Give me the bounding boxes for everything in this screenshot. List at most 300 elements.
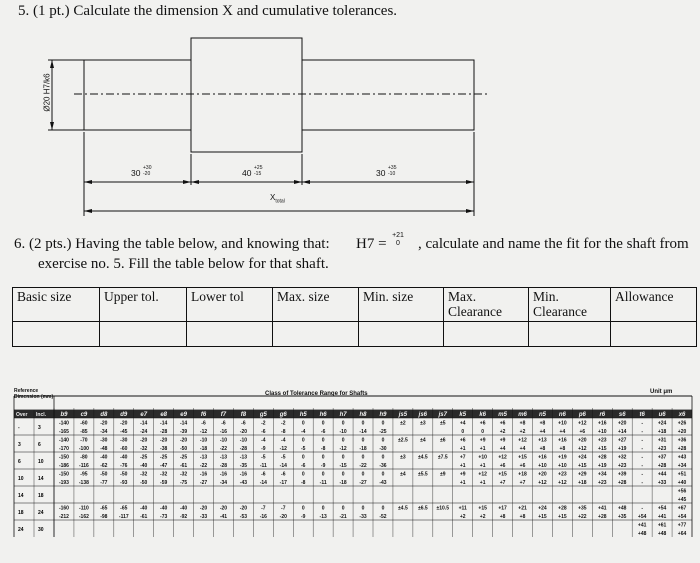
tolerance-cell: +54 (677, 514, 687, 520)
tolerance-cell: -28 (239, 446, 248, 452)
tolerance-cell: +28 (657, 463, 667, 469)
tolerance-cell: +2 (499, 429, 506, 435)
tolerance-cell: +12 (538, 480, 547, 486)
ref-incl: 10 (38, 459, 44, 465)
tolerance-cell: +12 (498, 454, 507, 461)
xtotal-label: $X_{total}$ (270, 193, 285, 205)
tolerance-cell: +54 (657, 505, 667, 512)
tolerance-cell: +39 (617, 471, 627, 478)
cell-min-size[interactable] (359, 321, 444, 346)
tolerance-cell: -9 (320, 463, 326, 469)
cell-max-clearance[interactable] (444, 321, 529, 346)
tolerance-cell: -40 (160, 505, 168, 512)
tolerance-cell: -20 (160, 437, 168, 444)
tolerance-cell: +10 (478, 454, 487, 461)
tolerance-cell: -25 (179, 454, 188, 461)
tolerance-cell: 0 (301, 471, 305, 478)
tolerance-cell: -60 (80, 420, 88, 427)
tolerance-cell: -39 (179, 429, 188, 435)
tolerance-cell: ±5.5 (417, 471, 428, 478)
tolerance-cell: -33 (199, 514, 208, 520)
tolerance-cell: +4 (459, 420, 466, 427)
ref-over: 3 (18, 442, 21, 448)
class-header-e9: e9 (180, 412, 187, 418)
tolerance-cell: -6 (221, 420, 226, 427)
tolerance-cell: +28 (677, 446, 687, 452)
tolerance-cell: ±2.5 (398, 437, 408, 444)
tolerance-cell: -10 (339, 429, 347, 435)
class-header-e8: e8 (160, 412, 167, 418)
class-header-e7: e7 (140, 412, 148, 418)
tolerance-cell: +44 (657, 471, 667, 478)
class-header-d8: d8 (100, 412, 108, 418)
tolerance-cell: +19 (598, 463, 607, 469)
tolerance-cell: -186 (58, 463, 69, 469)
tolerance-cell: -30 (120, 437, 128, 444)
tolerance-cell: +33 (657, 480, 667, 486)
tolerance-cell: -20 (120, 420, 128, 427)
tolerance-cell: -48 (100, 446, 108, 452)
tolerance-cell: +15 (558, 514, 567, 520)
tolerance-cell: -8 (281, 429, 286, 435)
tolerance-cell: -61 (140, 514, 148, 520)
tolerance-cell: -30 (100, 437, 108, 444)
tolerance-cell: 0 (301, 437, 305, 444)
tolerance-cell: +20 (617, 420, 627, 427)
tolerance-cell: +15 (518, 454, 527, 461)
ref-over: 18 (18, 510, 24, 516)
tolerance-cell: 0 (301, 505, 305, 512)
tolerance-cell: +12 (518, 437, 527, 444)
answer-table-input-row (13, 321, 697, 346)
tolerance-cell: +1 (479, 480, 486, 486)
tolerance-cell: -13 (319, 514, 327, 520)
tolerance-cell: -32 (140, 446, 148, 452)
tolerance-cell: -11 (259, 463, 267, 469)
tolerance-cell: +67 (677, 505, 687, 512)
tolerance-cell: - (641, 505, 643, 512)
tolerance-cell: -8 (320, 446, 326, 452)
cell-lower-tol[interactable] (187, 321, 273, 346)
tolerance-cell: +15 (578, 463, 587, 469)
tolerance-cell: -43 (379, 480, 387, 486)
tolerance-cell: ±4 (400, 471, 406, 478)
tolerance-cell: - (641, 480, 643, 486)
tolerance-cell: +37 (657, 454, 667, 461)
tolerance-cell: -73 (160, 514, 168, 520)
tolerance-cell: -76 (120, 463, 128, 469)
tolerance-cell: -32 (140, 471, 148, 478)
cell-max-size[interactable] (273, 321, 359, 346)
shaft-drawing (0, 0, 700, 230)
tolerance-cell: -95 (80, 471, 88, 478)
tolerance-cell: 0 (321, 420, 325, 427)
tolerance-cell: -35 (239, 463, 248, 469)
tolerance-cell: -38 (160, 446, 168, 452)
tolerance-cell: 0 (321, 437, 325, 444)
dim3-tolerance: +35 -10 (388, 165, 397, 177)
tolerance-cell: -10 (239, 437, 248, 444)
tolerance-cell: ±4 (420, 437, 426, 444)
tolerance-cell: +34 (677, 463, 687, 469)
tolerance-cell: 0 (381, 505, 385, 512)
tolerance-cell: 0 (381, 437, 385, 444)
tolerance-cell: -7 (261, 505, 266, 512)
cell-min-clearance[interactable] (529, 321, 611, 346)
ref-over: 24 (18, 527, 24, 533)
tolerance-cell: +9 (479, 437, 486, 444)
tolerance-cell: ±7.5 (437, 454, 448, 461)
header-max-size: Max. size (273, 288, 359, 322)
ref-over: 6 (18, 459, 21, 465)
tolerance-cell: -16 (259, 514, 267, 520)
class-header-b9: b9 (60, 412, 68, 418)
dim1-tolerance: +30 -20 (143, 165, 152, 177)
tolerance-cell: 0 (341, 420, 345, 427)
tolerance-cell: +61 (657, 522, 667, 529)
tolerance-cell: +8 (539, 420, 546, 427)
tolerance-cell: +20 (677, 429, 687, 435)
tolerance-cell: -6 (281, 471, 286, 478)
dim2-value: 40 (242, 168, 252, 178)
tolerance-cell: -34 (100, 429, 108, 435)
class-header-c9: c9 (80, 412, 88, 418)
tolerance-cell: +6 (479, 420, 486, 427)
tolerance-cell: 0 (381, 471, 385, 478)
class-header-h5: h5 (299, 412, 307, 418)
reference-dimension-header: Reference Dimension (mm) (14, 388, 54, 400)
tolerance-cell: -25 (160, 454, 168, 461)
tolerance-cell: -40 (179, 505, 188, 512)
tolerance-cell: 0 (341, 471, 345, 478)
tolerance-cell: -12 (339, 446, 347, 452)
tolerance-cell: -36 (379, 463, 387, 469)
tolerance-cell: -14 (179, 420, 188, 427)
tolerance-cell: -18 (199, 446, 208, 452)
tolerance-cell: -40 (100, 454, 108, 461)
class-header-n5: n5 (538, 412, 546, 418)
tolerance-cell: -62 (100, 463, 108, 469)
tolerance-cell: -80 (80, 454, 88, 461)
header-min-size: Min. size (359, 288, 444, 322)
tolerance-cell: +6 (499, 420, 506, 427)
tolerance-cell: -117 (118, 514, 129, 520)
class-header-h9: h9 (379, 412, 387, 418)
tolerance-cell: -160 (58, 505, 69, 512)
tolerance-cell: -75 (179, 480, 188, 486)
tolerance-cell: +26 (677, 420, 687, 427)
tolerance-cell: +45 (677, 497, 687, 503)
tolerance-cell: +27 (617, 437, 627, 444)
tolerance-cell: +43 (677, 454, 687, 461)
tolerance-cell: -17 (279, 480, 287, 486)
tolerance-cell: +10 (598, 429, 607, 435)
tolerance-cell: -43 (239, 480, 248, 486)
class-header-u6: u6 (658, 412, 666, 418)
tolerance-cell: 0 (361, 471, 365, 478)
header-max-clearance: Max. Clearance (444, 288, 529, 322)
tolerance-cell: -6 (261, 429, 266, 435)
tolerance-cell: +16 (598, 420, 607, 427)
tolerance-cell: +6 (459, 437, 466, 444)
class-header-k6: k6 (479, 412, 486, 418)
tolerance-cell: +19 (558, 454, 567, 461)
class-header-m6: m6 (518, 412, 527, 418)
tolerance-cell: +10 (558, 463, 567, 469)
tolerance-cell: +13 (538, 437, 547, 444)
tolerance-cell: ±4.5 (417, 454, 428, 461)
class-header-x6: x6 (678, 412, 686, 418)
tolerance-cell: 0 (301, 420, 305, 427)
tolerance-cell: +40 (677, 480, 687, 486)
ref-over: 10 (18, 476, 24, 482)
tolerance-cell: 0 (361, 437, 365, 444)
tolerance-cell: +12 (578, 420, 587, 427)
ref-incl: 6 (38, 442, 41, 448)
tolerance-table-title: Class of Tolerance Range for Shafts (265, 391, 368, 397)
tolerance-cell: -40 (140, 505, 148, 512)
tolerance-cell: -18 (339, 480, 347, 486)
tolerance-cell: +6 (519, 463, 526, 469)
tolerance-cell: +28 (558, 505, 567, 512)
tolerance-cell: -14 (279, 463, 287, 469)
tolerance-cell: -14 (359, 429, 367, 435)
cell-upper-tol[interactable] (100, 321, 187, 346)
tolerance-cell: 0 (361, 454, 365, 461)
tolerance-cell: -6 (300, 463, 306, 469)
tolerance-cell: -28 (160, 429, 168, 435)
class-header-h7: h7 (339, 412, 347, 418)
tolerance-cell: +2 (479, 514, 486, 520)
tolerance-cell: -14 (259, 480, 267, 486)
tolerance-cell: +1 (479, 463, 486, 469)
header-upper-tol: Upper tol. (100, 288, 187, 322)
tolerance-cell: +48 (637, 531, 647, 537)
tolerance-cell: -98 (100, 514, 108, 520)
cell-basic-size[interactable] (13, 321, 100, 346)
tolerance-cell: -50 (140, 480, 148, 486)
tolerance-cell: +8 (559, 446, 566, 452)
shaft-section-middle (191, 38, 302, 152)
ref-incl: 14 (38, 476, 44, 482)
tolerance-cell: -28 (219, 463, 228, 469)
tolerance-cell: -110 (79, 505, 89, 512)
tolerance-cell: 0 (361, 505, 365, 512)
tolerance-cell: ±10.5 (436, 505, 450, 512)
h7-label: H7 = (356, 236, 387, 252)
tolerance-cell: -16 (199, 471, 208, 478)
tolerance-cell: -10 (199, 437, 208, 444)
tolerance-cell: -85 (80, 429, 88, 435)
tolerance-cell: -5 (300, 446, 306, 452)
ref-incl: 30 (38, 527, 44, 533)
tolerance-cell: - (641, 437, 643, 444)
tolerance-cell: +15 (478, 505, 487, 512)
tolerance-cell: +28 (598, 454, 607, 461)
tolerance-cell: +28 (598, 514, 607, 520)
tolerance-cell: -20 (239, 429, 248, 435)
tolerance-table-unit: Unit μm (650, 389, 673, 395)
tolerance-cell: +15 (538, 514, 547, 520)
shaft-section-left (84, 60, 191, 130)
shaft-section-right (302, 60, 474, 130)
tolerance-cell: -100 (78, 446, 89, 452)
tolerance-cell: -32 (160, 471, 168, 478)
tolerance-cell: -33 (359, 514, 367, 520)
question-6-line2: exercise no. 5. Fill the table below for that shaft. (38, 256, 329, 272)
tolerance-cell: -165 (58, 429, 69, 435)
tolerance-cell: - (641, 454, 643, 461)
tolerance-cell: +10 (558, 420, 567, 427)
class-header-js5: js5 (398, 412, 408, 418)
tolerance-cell: -45 (120, 429, 128, 435)
tolerance-cell: +48 (657, 531, 667, 537)
tolerance-cell: 0 (341, 437, 345, 444)
tolerance-cell: -4 (261, 437, 266, 444)
tolerance-cell: -150 (58, 471, 69, 478)
tolerance-cell: +9 (459, 471, 466, 478)
tolerance-cell: -138 (78, 480, 89, 486)
tolerance-cell: -212 (58, 514, 69, 520)
tolerance-cell: +18 (657, 429, 667, 435)
tolerance-cell: -5 (281, 454, 286, 461)
tolerance-cell: -50 (179, 446, 188, 452)
tolerance-cell: -9 (300, 514, 306, 520)
tolerance-cell: +32 (617, 454, 627, 461)
tolerance-cell: -20 (279, 514, 287, 520)
class-header-js7: js7 (438, 412, 447, 418)
tolerance-cell: 0 (381, 420, 385, 427)
ref-subheader: Over (16, 412, 28, 418)
tolerance-cell: -25 (379, 429, 387, 435)
tolerance-cell: - (641, 420, 643, 427)
class-header-n6: n6 (558, 412, 566, 418)
tolerance-cell: -4 (281, 437, 286, 444)
class-header-f7: f7 (220, 412, 227, 418)
tolerance-cell: +4 (559, 429, 566, 435)
tolerance-cell: -24 (140, 429, 148, 435)
tolerance-cell: +54 (637, 514, 647, 520)
tolerance-cell: -34 (219, 480, 228, 486)
tolerance-cell: -50 (100, 471, 108, 478)
class-header-g5: g5 (259, 412, 267, 418)
tolerance-cell: -50 (120, 471, 128, 478)
tolerance-cell: +8 (519, 514, 526, 520)
tolerance-cell: +34 (598, 471, 607, 478)
tolerance-cell: -170 (58, 446, 69, 452)
tolerance-cell: -6 (320, 429, 326, 435)
header-min-clearance: Min. Clearance (529, 288, 611, 322)
tolerance-cell: -65 (120, 505, 128, 512)
tolerance-cell: -20 (239, 505, 248, 512)
tolerance-cell: +4 (539, 429, 546, 435)
question-6-line1-end: , calculate and name the fit for the shaft from (418, 236, 689, 252)
tolerance-cell: +23 (558, 471, 567, 478)
tolerance-cell: -13 (219, 454, 228, 461)
tolerance-cell: 0 (341, 454, 345, 461)
tolerance-cell: +2 (519, 429, 526, 435)
tolerance-cell: -20 (179, 437, 188, 444)
tolerance-cell: -116 (79, 463, 89, 469)
tolerance-cell: -59 (160, 480, 168, 486)
tolerance-cell: -20 (219, 505, 228, 512)
tolerance-cell: -193 (58, 480, 69, 486)
tolerance-cell: -6 (241, 420, 246, 427)
tolerance-cell: -21 (339, 514, 347, 520)
tolerance-cell: +24 (657, 420, 667, 427)
tolerance-cell: +20 (538, 471, 547, 478)
class-header-p6: p6 (578, 412, 586, 418)
tolerance-cell: -140 (58, 437, 69, 444)
class-header-js6: js6 (418, 412, 428, 418)
tolerance-cell: -150 (58, 454, 69, 461)
tolerance-cell: +8 (519, 420, 526, 427)
class-header-f6: f6 (200, 412, 207, 418)
tolerance-cell: -4 (300, 429, 306, 435)
dim1-value: 30 (131, 168, 141, 178)
tolerance-cell: +17 (498, 505, 507, 512)
tolerance-cell: +16 (558, 437, 567, 444)
cell-allowance[interactable] (611, 321, 697, 346)
answer-table-header-row (13, 288, 697, 322)
answer-table (12, 287, 697, 347)
tolerance-cell: +56 (677, 488, 687, 495)
tolerance-cell: 0 (321, 454, 325, 461)
tolerance-cell: +20 (578, 437, 587, 444)
diameter-label: Ø20 H7/k6 (42, 73, 52, 112)
class-header-m5: m5 (498, 412, 507, 418)
tolerance-cell: 0 (381, 454, 385, 461)
class-header-r6: r6 (599, 412, 606, 418)
class-header-t6: t6 (639, 412, 645, 418)
tolerance-cell: -20 (199, 505, 208, 512)
tolerance-cell: -2 (261, 420, 266, 427)
tolerance-cell: -47 (160, 463, 168, 469)
tolerance-cell: +41 (598, 505, 607, 512)
tolerance-cell: -22 (199, 463, 208, 469)
tolerance-cell: +12 (558, 480, 567, 486)
tolerance-cell: +15 (598, 446, 607, 452)
tolerance-cell: -12 (199, 429, 208, 435)
tolerance-cell: ±6.5 (417, 505, 428, 512)
tolerance-cell: -6 (201, 420, 206, 427)
tolerance-cell: -8 (300, 480, 306, 486)
tolerance-cell: -16 (219, 471, 228, 478)
header-basic-size: Basic size (13, 288, 100, 322)
tolerance-cell: -10 (219, 437, 228, 444)
tolerance-cell: +15 (498, 471, 507, 478)
tolerance-cell: -20 (140, 437, 148, 444)
class-header-g6: g6 (279, 412, 287, 418)
class-header-h8: h8 (359, 412, 367, 418)
tolerance-cell: +14 (617, 429, 627, 435)
tolerance-cell: +18 (578, 480, 587, 486)
tolerance-cell: +41 (657, 514, 667, 520)
tolerance-cell: +7 (499, 480, 506, 486)
tolerance-cell: -5 (261, 454, 266, 461)
tolerance-cell: -6 (261, 471, 266, 478)
tolerance-cell: -16 (219, 429, 228, 435)
tolerance-cell: -40 (140, 463, 148, 469)
tolerance-cell: -92 (179, 514, 188, 520)
tolerance-cell: +22 (578, 514, 587, 520)
tolerance-cell: +23 (657, 446, 667, 452)
tolerance-cell: +1 (479, 446, 486, 452)
tolerance-cell: -18 (359, 446, 367, 452)
tolerance-cell: +24 (538, 505, 547, 512)
tolerance-cell: 0 (361, 420, 365, 427)
tolerance-cell: +23 (598, 437, 607, 444)
